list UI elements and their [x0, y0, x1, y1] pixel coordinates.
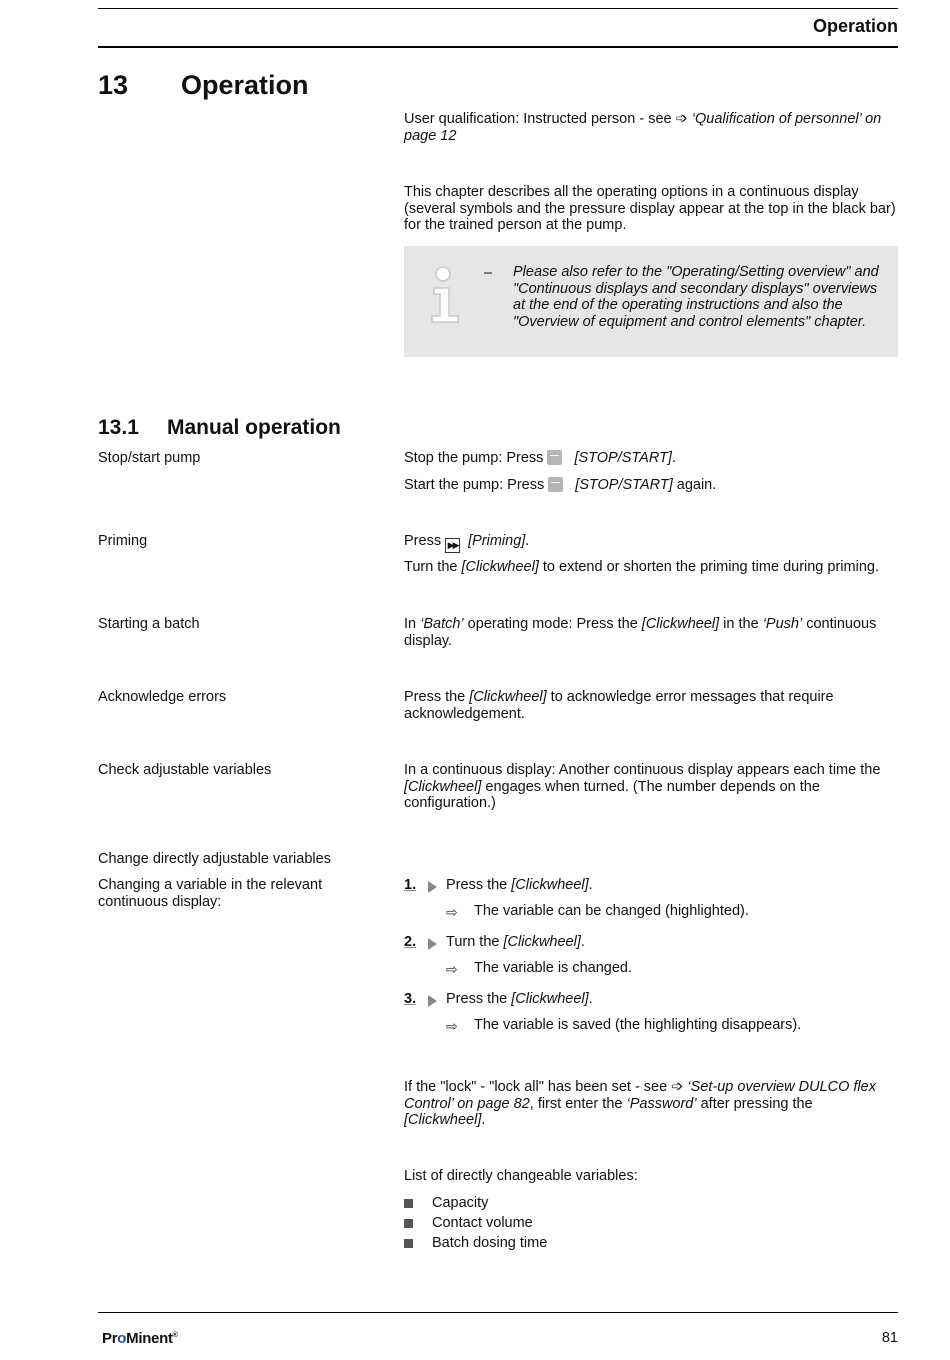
step-text: Press the [Clickwheel]. [446, 991, 593, 1007]
result-arrow-icon: ⇨ [446, 1018, 458, 1034]
start-line: Start the pump: Press [STOP/START] again. [404, 477, 717, 493]
result-arrow-icon: ⇨ [446, 961, 458, 977]
top-rule [98, 8, 898, 9]
stop-start-label: Stop/start pump [98, 450, 201, 466]
chapter-title: Operation [181, 70, 309, 100]
qualification-link[interactable]: ‘Qualification of personnel’ on page 12 [404, 111, 882, 144]
section-number: 13.1 [98, 416, 139, 439]
info-box [404, 246, 898, 357]
setup-overview-link[interactable]: ‘Set-up overview DULCO flex Control’ on page 82 [404, 1079, 876, 1112]
header-rule [98, 46, 898, 48]
step-result: The variable is saved (the highlighting disappears). [474, 1017, 802, 1033]
priming-label: Priming [98, 533, 148, 549]
ack-label: Acknowledge errors [98, 689, 227, 705]
stop-line: Stop the pump: Press [STOP/START]. [404, 450, 676, 466]
link-arrow-icon: ➩ [675, 111, 692, 127]
chapter-description: This chapter describes all the operating options in a continuous display (several symbols and the pressure display appear at the top in the black bar) for the trained person at the pump. [404, 184, 896, 233]
result-arrow-icon: ⇨ [446, 904, 458, 920]
priming-line2: Turn the [Clickwheel] to extend or shorten the priming time during priming. [404, 559, 879, 575]
step-number: 2. [404, 934, 417, 950]
bullet-icon [404, 1219, 413, 1228]
check-text: In a continuous display: Another continuous display appears each time the [Clickwheel] engages when turned. (The number depends on the configuration.) [404, 762, 881, 811]
change-sublabel: Changing a variable in the relevant continuous display: [98, 877, 323, 910]
list-item: Contact volume [432, 1215, 533, 1231]
step-number: 1. [404, 877, 417, 893]
info-icon [428, 264, 464, 324]
stop-start-key-icon [548, 477, 563, 492]
step-number: 3. [404, 991, 417, 1007]
link-arrow-icon: ➩ [671, 1079, 688, 1095]
batch-label: Starting a batch [98, 616, 200, 632]
fast-forward-icon: ▶▶ [445, 538, 460, 553]
section-title: Manual operation [167, 416, 341, 439]
info-text: Please also refer to the "Operating/Setting overview" and "Continuous displays and secondary displays" overviews at the end of the operating instructions and also the "Overview of equipment and control elements" chapter. [513, 264, 879, 330]
step-text: Press the [Clickwheel]. [446, 877, 593, 893]
list-item: Capacity [432, 1195, 489, 1211]
list-item: Batch dosing time [432, 1235, 548, 1251]
variables-heading: List of directly changeable variables: [404, 1168, 638, 1184]
batch-text: In ‘Batch’ operating mode: Press the [Clickwheel] in the ‘Push’ continuous display. [404, 616, 877, 649]
page-number: 81 [881, 1330, 898, 1346]
step-arrow-icon [428, 881, 437, 893]
info-dash: – [484, 265, 493, 281]
step-result: The variable can be changed (highlighted). [474, 903, 749, 919]
step-text: Turn the [Clickwheel]. [446, 934, 585, 950]
bullet-icon [404, 1239, 413, 1248]
change-heading: Change directly adjustable variables [98, 851, 331, 867]
lock-note: If the "lock" - "lock all" has been set - see ➩ ‘Set-up overview DULCO flex Control’ on page 82, first enter the ‘Password’ after pressing the [Clickwheel]. [404, 1079, 876, 1128]
check-label: Check adjustable variables [98, 762, 272, 778]
footer-rule [98, 1312, 898, 1313]
ack-text: Press the [Clickwheel] to acknowledge error messages that require acknowledgement. [404, 689, 834, 722]
step-result: The variable is changed. [474, 960, 632, 976]
chapter-number: 13 [98, 70, 129, 100]
qualification-note: User qualification: Instructed person - see ➩ ‘Qualification of personnel’ on page 12 [404, 111, 882, 144]
stop-start-key-icon [547, 450, 562, 465]
step-arrow-icon [428, 995, 437, 1007]
prominent-logo: ProMinent® [102, 1330, 178, 1347]
running-header: Operation [812, 16, 898, 36]
priming-line1: Press ▶▶ [Priming]. [404, 533, 898, 553]
step-arrow-icon [428, 938, 437, 950]
bullet-icon [404, 1199, 413, 1208]
